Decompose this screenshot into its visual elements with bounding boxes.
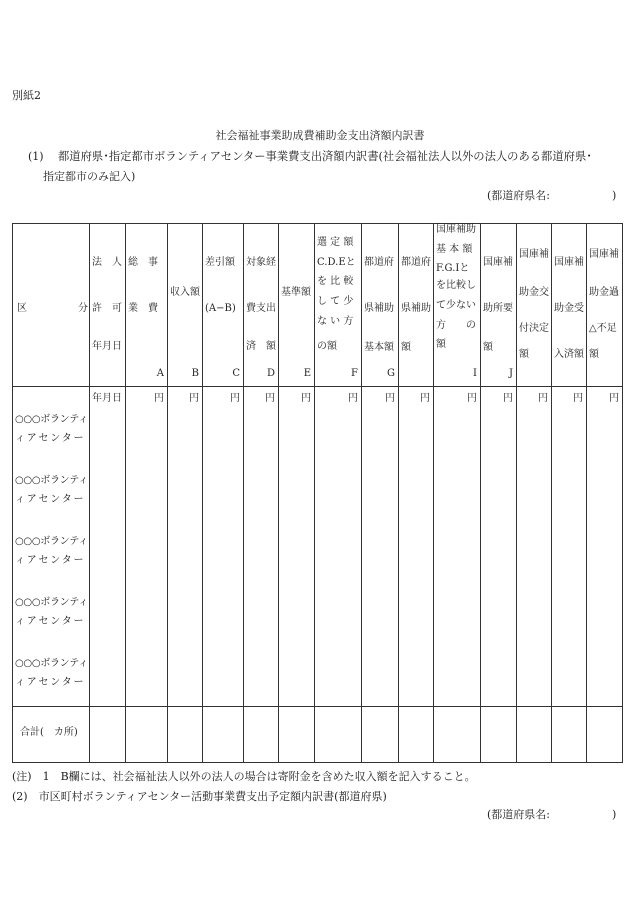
attachment-label: 別紙2 [12, 89, 41, 102]
entry-name: ○○○ボランティ [15, 597, 88, 608]
column-letter: G [387, 368, 395, 379]
column-header-text: 国庫補助 [436, 224, 476, 235]
column-header-text: 国庫補 [554, 257, 584, 268]
column-header-text: 額 [483, 342, 493, 353]
section1-heading-cont: 指定都市のみ記入) [43, 170, 136, 183]
table-column-border [202, 223, 203, 763]
unit-label: 円 [503, 393, 513, 404]
column-header-text: 助金過 [589, 287, 619, 298]
column-header-text: 県補助 [364, 303, 394, 314]
entry-name-cont: ィアセンター [15, 555, 86, 566]
column-header-text: C.D.Eと [317, 257, 356, 268]
column-letter: F [351, 368, 358, 379]
column-letter: I [473, 368, 477, 379]
table-column-border [398, 223, 399, 763]
section2-prefecture-close: ) [612, 808, 617, 821]
document-title: 社会福祉事業助成費補助金支出済額内訳書 [215, 129, 425, 142]
column-header-text: 基本額 [364, 342, 394, 353]
entry-name: ○○○ボランティ [15, 536, 88, 547]
note: (注) 1 B欄には、社会福祉法人以外の法人の場合は寄附金を含めた収入額を記入すること。 [12, 770, 476, 783]
entry-name-cont: ィアセンター [15, 677, 86, 688]
column-header-text: 対象経 [246, 257, 276, 268]
unit-label: 円 [301, 393, 311, 404]
table-row-border [12, 223, 623, 224]
column-letter: E [303, 368, 311, 379]
entry-name: ○○○ボランティ [15, 414, 88, 425]
column-letter: C [232, 368, 240, 379]
column-header-text: 年月日 [92, 341, 122, 352]
table-column-border [125, 223, 126, 763]
column-letter: A [156, 368, 164, 379]
column-header-text: 都道府 [364, 257, 394, 268]
unit-label: 円 [154, 393, 164, 404]
unit-label: 円 [385, 393, 395, 404]
column-header-text: 費支出 [246, 303, 276, 314]
column-letter: B [191, 368, 199, 379]
unit-label: 円 [538, 393, 548, 404]
column-header-text: 県補助 [401, 303, 431, 314]
table-column-border [622, 223, 623, 763]
unit-label: 円 [467, 393, 477, 404]
column-header-text: 差引額 [205, 257, 235, 268]
column-header-text: 済 額 [246, 341, 276, 352]
unit-label: 円 [609, 393, 619, 404]
unit-label: 円 [348, 393, 358, 404]
column-header-text: △不足 [589, 323, 617, 334]
column-header-text: 国庫補 [589, 249, 619, 260]
column-header-text: 許 可 [92, 303, 122, 314]
table-column-border [12, 223, 13, 763]
column-header-text: F.G.Iと [436, 263, 470, 274]
column-header-text: 助金交 [519, 287, 549, 298]
entry-name: ○○○ボランティ [15, 475, 88, 486]
table-column-border [586, 223, 587, 763]
column-header-text: 額 [436, 339, 446, 350]
column-header-text: 付決定 [519, 323, 549, 334]
entry-name: ○○○ボランティ [15, 658, 88, 669]
column-header-text: 総 事 [128, 257, 158, 268]
table-column-border [516, 223, 517, 763]
column-header-text: 法 人 [92, 257, 122, 268]
unit-label: 円 [573, 393, 583, 404]
table-column-border [314, 223, 315, 763]
prefecture-name-close: ) [612, 189, 617, 202]
unit-label: 年月日 [92, 393, 122, 404]
column-header-text: 区 分 [17, 303, 88, 314]
column-header-text: 入済額 [554, 349, 584, 360]
table-row-border [12, 386, 623, 387]
entry-name-cont: ィアセンター [15, 494, 86, 505]
table-column-border [433, 223, 434, 763]
column-header-text: な い 方 [317, 316, 354, 327]
table-column-border [361, 223, 362, 763]
prefecture-name-label: (都道府県名: [487, 189, 550, 202]
column-header-text: を比較し [436, 280, 476, 291]
section2-heading: (2) 市区町村ボランティアセンター活動事業費支出予定額内訳書(都道府県) [12, 790, 387, 803]
column-header-text: 収入額 [170, 287, 200, 298]
entry-name-cont: ィアセンター [15, 433, 86, 444]
table-row-border [12, 762, 623, 763]
column-header-text: 額 [519, 349, 529, 360]
unit-label: 円 [230, 393, 240, 404]
unit-label: 円 [189, 393, 199, 404]
column-letter: D [266, 368, 275, 379]
table-column-border [167, 223, 168, 763]
column-header-text: 都道府 [401, 257, 431, 268]
table-row-border [12, 706, 623, 707]
column-header-text: 基 本 額 [436, 244, 473, 255]
entry-name-cont: ィアセンター [15, 616, 86, 627]
unit-label: 円 [420, 393, 430, 404]
column-header-text: (A−B) [205, 303, 236, 314]
unit-label: 円 [265, 393, 275, 404]
column-header-text: て少ない [436, 300, 476, 311]
column-letter: J [508, 368, 513, 379]
column-header-text: 額 [589, 349, 599, 360]
column-header-text: 国庫補 [483, 257, 513, 268]
column-header-text: 基準額 [281, 287, 311, 298]
table-column-border [278, 223, 279, 763]
section2-prefecture-label: (都道府県名: [487, 808, 550, 821]
total-label: 合計( カ所) [20, 727, 78, 738]
section1-number: (1) [28, 150, 44, 163]
column-header-text: の額 [317, 341, 337, 352]
column-header-text: 額 [401, 342, 411, 353]
column-header-text: 方 の [436, 320, 476, 331]
column-header-text: 業 費 [128, 303, 158, 314]
column-header-text: 国庫補 [519, 249, 549, 260]
column-header-text: し て 少 [317, 296, 354, 307]
column-header-text: 選 定 額 [317, 237, 354, 248]
column-header-text: 助金受 [554, 303, 584, 314]
section1-heading: 都道府県･指定都市ボランティアセンター事業費支出済額内訳書(社会福祉法人以外の法人のある都道府県･ [58, 150, 592, 163]
column-header-text: 助所要 [483, 303, 513, 314]
table-column-border [243, 223, 244, 763]
table-column-border [551, 223, 552, 763]
table-column-border [480, 223, 481, 763]
column-header-text: を 比 較 [317, 276, 354, 287]
